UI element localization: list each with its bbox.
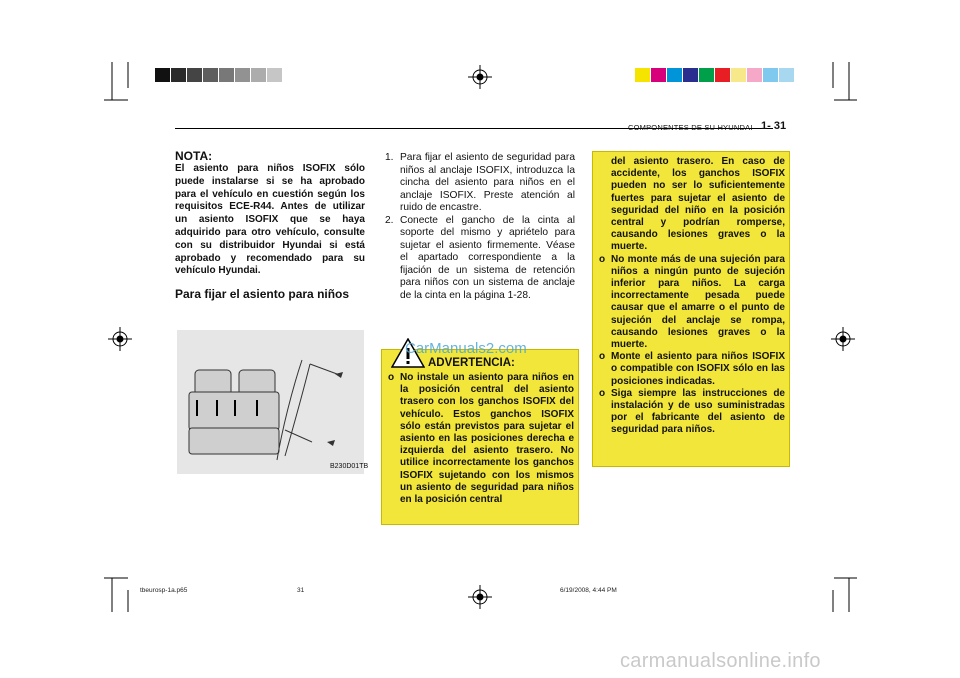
warning-bullet: o [599,387,606,399]
warning-item-text: Monte el asiento para niños ISOFIX o compatible con ISOFIX sólo en las posiciones indicadas. [611,351,785,387]
step-number: 2. [385,214,394,226]
step-item [385,215,575,303]
steps-list [385,152,575,302]
warning-item [388,372,574,506]
warning-bullet: o [599,351,606,363]
warning-item [599,351,785,388]
warning-item-text: Siga siempre las instrucciones de instalación y de uso suministradas por el fabricante del asiento de seguridad para niños. [611,387,785,436]
footer-page: 31 [297,587,305,594]
nota-text: El asiento para niños ISOFIX sólo puede instalarse si se ha aprobado para el vehículo en cuestión según los requisitos ECE-R44. Antes de utilizar un asiento ISOFIX que se haya adquirido para otro vehículo, consulte con su distribuidor Hyundai si está aprobado y recomendado para su vehículo Hyundai. [175,163,365,277]
watermark-center: CarManuals2.com [405,340,527,357]
nota-subheading: Para fijar el asiento para niños [175,287,350,302]
step-text: Conecte el gancho de la cinta al soporte del mismo y apriételo para sujetar el asiento firmemente. Véase el apartado correspondiente a la fijación de un sistema de retención para niños con un sistema de anclaje de la cinta en la página 1-28. [400,214,575,301]
footer-filename: tbeurosp-1a.p65 [140,587,188,594]
warning-bullet: o [388,372,395,383]
warning-box [381,349,579,525]
isofix-figure [177,330,364,474]
watermark-bottom[interactable]: carmanualsonline.info [620,650,821,672]
step-number: 1. [385,152,394,163]
registration-target-top [468,65,492,89]
rear-seat-illustration [177,330,364,474]
warning-list [599,156,785,437]
warning-item [599,388,785,437]
warning-box-continued [592,151,790,467]
warning-list [388,372,574,506]
warning-item-text: No monte más de una sujeción para niños a ningún punto de sujeción inferior para niños. La carga incorrectamente pesada puede causar que el amarre o el punto de sujeción del anclaje se rompa, causando lesiones graves o la muerte. [611,253,785,351]
registration-target-left [108,327,132,351]
nota-heading: NOTA: [175,149,213,163]
warning-item [599,254,785,352]
step-text: Para fijar el asiento de seguridad para niños al anclaje ISOFIX, introduzca la cincha del asiento para niños en el anclaje ISOFIX. Preste atención al ruido de encastre. [400,152,575,213]
warning-bullet: o [599,253,606,265]
header-page-number: 1- 31 [761,120,787,132]
footer-date: 6/19/2008, 4:44 PM [560,587,617,594]
nota-section [175,150,365,301]
figure-code: B230D01TB [330,463,369,470]
warning-title: ADVERTENCIA: [428,357,515,369]
registration-target-right [831,327,855,351]
header-title: COMPONENTES DE SU HYUNDAI [628,123,753,132]
warning-item-text: No instale un asiento para niños en la posición central del asiento trasero con los ganchos ISOFIX del vehículo. Estos ganchos ISOFIX sólo están previstos para sujetar el asiento en las posiciones derecha e izquierda del asiento trasero. No utilice incorrectamente los ganchos ISOFIX sujetando con los mismos un asiento de seguridad para niños en la posición central [400,372,574,506]
registration-target-bottom [468,585,492,609]
step-item [385,152,575,215]
warning-continuation: del asiento trasero. En caso de accidente, los ganchos ISOFIX pueden no ser lo suficientemente fuertes para sujetar el asiento de seguridad del niño en la posición central y podrían romperse, causando lesiones graves o la muerte. [611,156,785,253]
